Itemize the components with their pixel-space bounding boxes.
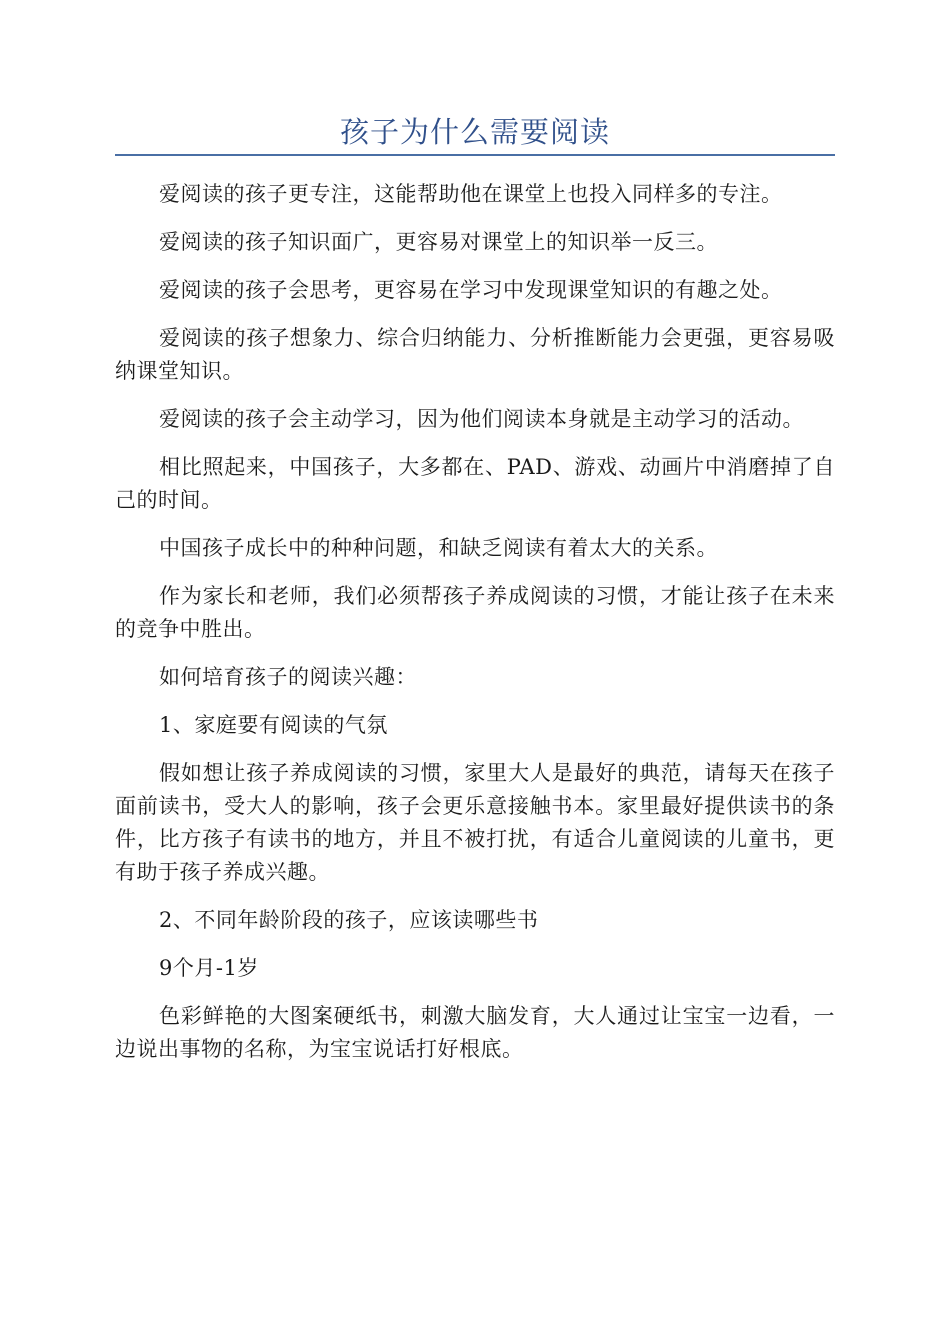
paragraph: 爱阅读的孩子更专注，这能帮助他在课堂上也投入同样多的专注。 bbox=[159, 182, 783, 206]
paragraph: 爱阅读的孩子会思考，更容易在学习中发现课堂知识的有趣之处。 bbox=[159, 278, 783, 302]
paragraph: 中国孩子成长中的种种问题，和缺乏阅读有着太大的关系。 bbox=[159, 536, 718, 560]
subsection-heading: 1、家庭要有阅读的气氛 bbox=[159, 713, 388, 737]
document-title: 孩子为什么需要阅读 bbox=[339, 115, 610, 149]
title-underline bbox=[115, 154, 835, 156]
paragraph: 色彩鲜艳的大图案硬纸书，刺激大脑发育，大人通过让宝宝一边看，一边说出事物的名称，为宝宝说话打好根底。 bbox=[115, 1004, 835, 1061]
paragraph: 相比照起来，中国孩子，大多都在、PAD、游戏、动画片中消磨掉了自己的时间。 bbox=[115, 455, 835, 512]
document-page bbox=[115, 0, 835, 1081]
section-heading: 如何培育孩子的阅读兴趣： bbox=[159, 665, 417, 689]
paragraph: 爱阅读的孩子知识面广，更容易对课堂上的知识举一反三。 bbox=[159, 230, 718, 254]
paragraph: 爱阅读的孩子想象力、综合归纳能力、分析推断能力会更强，更容易吸纳课堂知识。 bbox=[115, 326, 835, 383]
paragraph: 作为家长和老师，我们必须帮孩子养成阅读的习惯，才能让孩子在未来的竞争中胜出。 bbox=[115, 584, 835, 641]
paragraph: 爱阅读的孩子会主动学习，因为他们阅读本身就是主动学习的活动。 bbox=[159, 407, 804, 431]
age-heading: 9个月-1岁 bbox=[159, 956, 259, 980]
paragraph: 假如想让孩子养成阅读的习惯，家里大人是最好的典范，请每天在孩子面前读书，受大人的影响，孩子会更乐意接触书本。家里最好提供读书的条件，比方孩子有读书的地方，并且不被打扰，有适合儿童阅读的儿童书，更有助于孩子养成兴趣。 bbox=[115, 761, 835, 884]
subsection-heading: 2、不同年龄阶段的孩子，应该读哪些书 bbox=[159, 908, 539, 932]
